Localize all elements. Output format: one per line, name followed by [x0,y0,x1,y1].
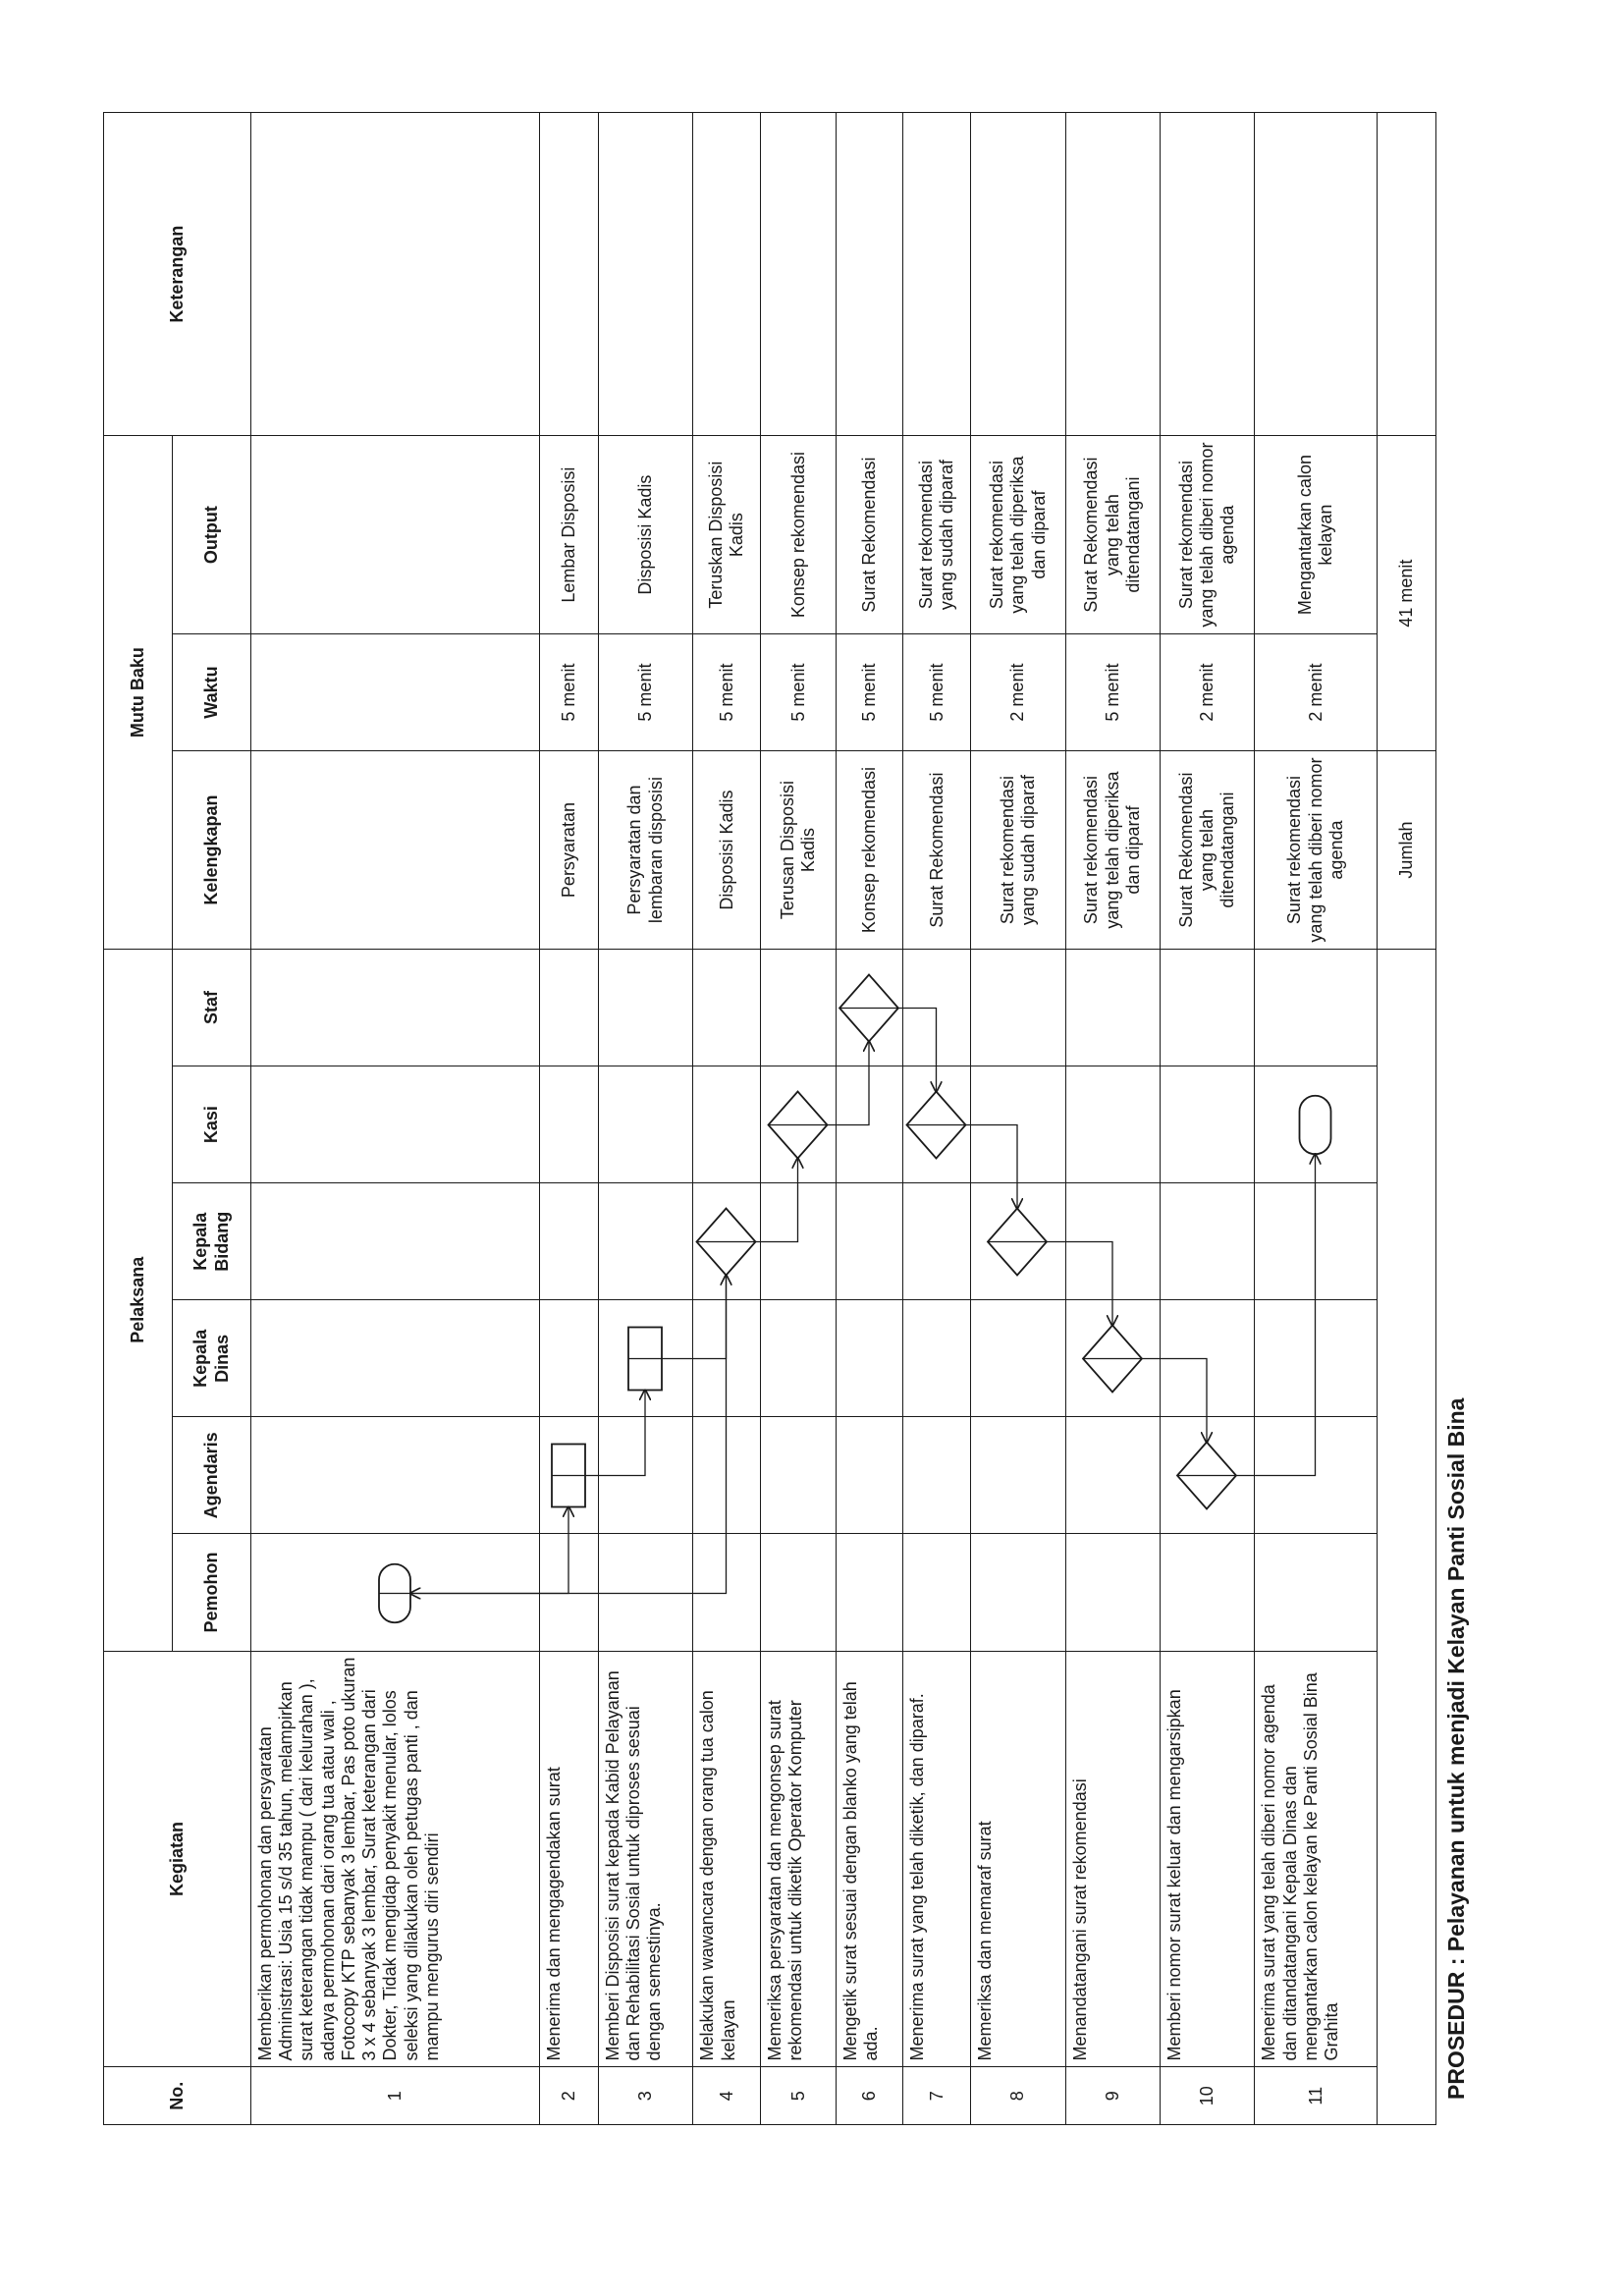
lane-cell-agendaris [251,1417,540,1534]
row-keterangan [1161,113,1255,436]
lane-cell-pemohon [903,1534,971,1651]
row-keterangan [903,113,971,436]
row-kelengkapan: Persyaratan dan lembaran disposisi [598,751,692,950]
lane-cell-kepala-dinas [251,1300,540,1417]
lane-cell-staf [1255,949,1378,1066]
row-kegiatan: Melakukan wawancara dengan orang tua calon kelayan [693,1651,761,2067]
row-kelengkapan: Surat rekomendasi yang telah diperiksa dan diparaf [1065,751,1160,950]
lane-cell-kepala-bidang [251,1183,540,1300]
lane-cell-pemohon [1161,1534,1255,1651]
table-row [693,113,761,2125]
row-keterangan [837,113,903,436]
footer-jumlah-label: Jumlah [1378,751,1436,950]
row-waktu [251,634,540,751]
row-output: Teruskan Disposisi Kadis [693,436,761,634]
lane-cell-staf [693,949,761,1066]
header-kelengkapan: Kelengkapan [173,751,251,950]
row-no: 9 [1065,2067,1160,2125]
lane-cell-kepala-dinas [903,1300,971,1417]
row-no: 2 [540,2067,599,2125]
lane-cell-staf [971,949,1065,1066]
header-waktu: Waktu [173,634,251,751]
table-row [761,113,837,2125]
row-no: 3 [598,2067,692,2125]
row-kegiatan: Memeriksa persyaratan dan mengonsep surat rekomendasi untuk diketik Operator Komputer [761,1651,837,2067]
table-row [598,113,692,2125]
row-kegiatan: Menerima surat yang telah diberi nomor agenda dan ditandatangani Kepala Dinas dan mengantarkan calon kelayan ke Panti Sosial Bina Grahita [1255,1651,1378,2067]
lane-cell-kepala-dinas [837,1300,903,1417]
lane-cell-agendaris [693,1417,761,1534]
page-title: PROSEDUR : Pelayanan untuk menjadi Kelayan Panti Sosial Bina [1443,1397,1469,2100]
lane-cell-kasi [1255,1066,1378,1183]
header-no: No. [104,2067,251,2125]
lane-cell-kasi [1161,1066,1255,1183]
lane-cell-staf [540,949,599,1066]
header-output: Output [173,436,251,634]
row-no: 7 [903,2067,971,2125]
row-kegiatan: Memberikan permohonan dan persyaratan Administrasi: Usia 15 s/d 35 tahun, melampirkan surat keterangan tidak mampu ( dari kelurahan ), adanya permohonan dari orang tua atau wali , Fotocopy KTP sebanyak 3 lembar, Pas poto ukuran 3 x 4 sebanyak 3 lembar, Surat keterangan dari Dokter, Tidak mengidap penyakit menular, lolos seleksi yang dilakukan oleh petugas panti , dan mampu mengurus diri sendiri [251,1651,540,2067]
table-row [251,113,540,2125]
lane-cell-pemohon [837,1534,903,1651]
row-waktu: 5 menit [837,634,903,751]
row-kelengkapan: Persyaratan [540,751,599,950]
header-agendaris: Agendaris [173,1417,251,1534]
row-output: Konsep rekomendasi [761,436,837,634]
row-kegiatan: Mengetik surat sesuai dengan blanko yang telah ada. [837,1651,903,2067]
row-kegiatan: Memeriksa dan memaraf surat [971,1651,1065,2067]
lane-cell-staf [761,949,837,1066]
row-kelengkapan: Surat Rekomendasi [903,751,971,950]
lane-cell-kepala-bidang [1255,1183,1378,1300]
row-waktu: 5 menit [693,634,761,751]
lane-cell-agendaris [837,1417,903,1534]
row-kelengkapan: Konsep rekomendasi [837,751,903,950]
lane-cell-kepala-dinas [761,1300,837,1417]
row-output: Surat rekomendasi yang sudah diparaf [903,436,971,634]
row-waktu: 5 menit [761,634,837,751]
row-output [251,436,540,634]
lane-cell-staf [251,949,540,1066]
lane-cell-kepala-bidang [903,1183,971,1300]
lane-cell-kepala-dinas [971,1300,1065,1417]
row-output: Surat Rekomendasi yang telah ditendatangani [1065,436,1160,634]
row-kelengkapan: Surat rekomendasi yang telah diberi nomor agenda [1255,751,1378,950]
table-row [540,113,599,2125]
row-keterangan [693,113,761,436]
lane-cell-kasi [251,1066,540,1183]
lane-cell-kepala-bidang [837,1183,903,1300]
row-kegiatan: Memberi nomor surat keluar dan mengarsipkan [1161,1651,1255,2067]
lane-cell-kepala-bidang [540,1183,599,1300]
row-kelengkapan: Surat Rekomendasi yang telah ditendatangani [1161,751,1255,950]
lane-cell-kasi [598,1066,692,1183]
row-kelengkapan: Surat rekomendasi yang sudah diparaf [971,751,1065,950]
lane-cell-pemohon [598,1534,692,1651]
lane-cell-pemohon [971,1534,1065,1651]
row-no: 11 [1255,2067,1378,2125]
row-kegiatan: Menerima dan mengagendakan surat [540,1651,599,2067]
header-keterangan: Keterangan [104,113,251,436]
header-mutu-baku: Mutu Baku [104,436,173,950]
row-no: 10 [1161,2067,1255,2125]
row-output: Surat rekomendasi yang telah diperiksa dan diparaf [971,436,1065,634]
row-keterangan [251,113,540,436]
header-kepala-dinas: Kepala Dinas [173,1300,251,1417]
lane-cell-staf [1065,949,1160,1066]
lane-cell-kasi [1065,1066,1160,1183]
lane-cell-staf [1161,949,1255,1066]
header-kepala-bidang: Kepala Bidang [173,1183,251,1300]
header-kegiatan: Kegiatan [104,1651,251,2067]
lane-cell-pemohon [1065,1534,1160,1651]
row-no: 8 [971,2067,1065,2125]
row-keterangan [761,113,837,436]
row-kegiatan: Menerima surat yang telah diketik, dan diparaf. [903,1651,971,2067]
row-keterangan [598,113,692,436]
header-staf: Staf [173,949,251,1066]
lane-cell-pemohon [693,1534,761,1651]
lane-cell-pemohon [1255,1534,1378,1651]
lane-cell-agendaris [1065,1417,1160,1534]
row-no: 5 [761,2067,837,2125]
row-keterangan [540,113,599,436]
row-waktu: 5 menit [1065,634,1160,751]
lane-cell-pemohon [761,1534,837,1651]
lane-cell-kepala-dinas [540,1300,599,1417]
footer-keterangan [1378,113,1436,436]
lane-cell-agendaris [903,1417,971,1534]
lane-cell-kasi [540,1066,599,1183]
lane-cell-staf [598,949,692,1066]
table-row [971,113,1065,2125]
header-pelaksana: Pelaksana [104,949,173,1651]
row-waktu: 5 menit [903,634,971,751]
row-output: Surat Rekomendasi [837,436,903,634]
row-kelengkapan: Terusan Disposisi Kadis [761,751,837,950]
table-row [1161,113,1255,2125]
header-pemohon: Pemohon [173,1534,251,1651]
row-kelengkapan: Disposisi Kadis [693,751,761,950]
procedure-table [103,112,1436,2125]
footer-row [1378,113,1436,2125]
row-waktu: 5 menit [540,634,599,751]
lane-cell-agendaris [761,1417,837,1534]
row-keterangan [971,113,1065,436]
header-kasi: Kasi [173,1066,251,1183]
row-keterangan [1065,113,1160,436]
lane-cell-kepala-dinas [1255,1300,1378,1417]
row-keterangan [1255,113,1378,436]
lane-cell-kepala-bidang [598,1183,692,1300]
row-kelengkapan [251,751,540,950]
row-output: Disposisi Kadis [598,436,692,634]
table-row [1065,113,1160,2125]
lane-cell-kepala-bidang [1161,1183,1255,1300]
row-kegiatan: Menandatangani surat rekomendasi [1065,1651,1160,2067]
table-row [837,113,903,2125]
row-waktu: 2 menit [1255,634,1378,751]
row-waktu: 5 menit [598,634,692,751]
row-output: Mengantarkan calon kelayan [1255,436,1378,634]
row-output: Surat rekomendasi yang telah diberi nomor agenda [1161,436,1255,634]
row-waktu: 2 menit [971,634,1065,751]
row-waktu: 2 menit [1161,634,1255,751]
footer-jumlah-value: 41 menit [1378,436,1436,751]
row-no: 1 [251,2067,540,2125]
lane-cell-agendaris [971,1417,1065,1534]
row-no: 6 [837,2067,903,2125]
lane-cell-kasi [693,1066,761,1183]
row-kegiatan: Memberi Disposisi surat kepada Kabid Pelayanan dan Rehabilitasi Sosial untuk diproses sesuai dengan semestinya. [598,1651,692,2067]
row-no: 4 [693,2067,761,2125]
row-output: Lembar Disposisi [540,436,599,634]
lane-cell-pemohon [251,1534,540,1651]
footer-blank [1378,949,1436,2124]
table-row [1255,113,1378,2125]
